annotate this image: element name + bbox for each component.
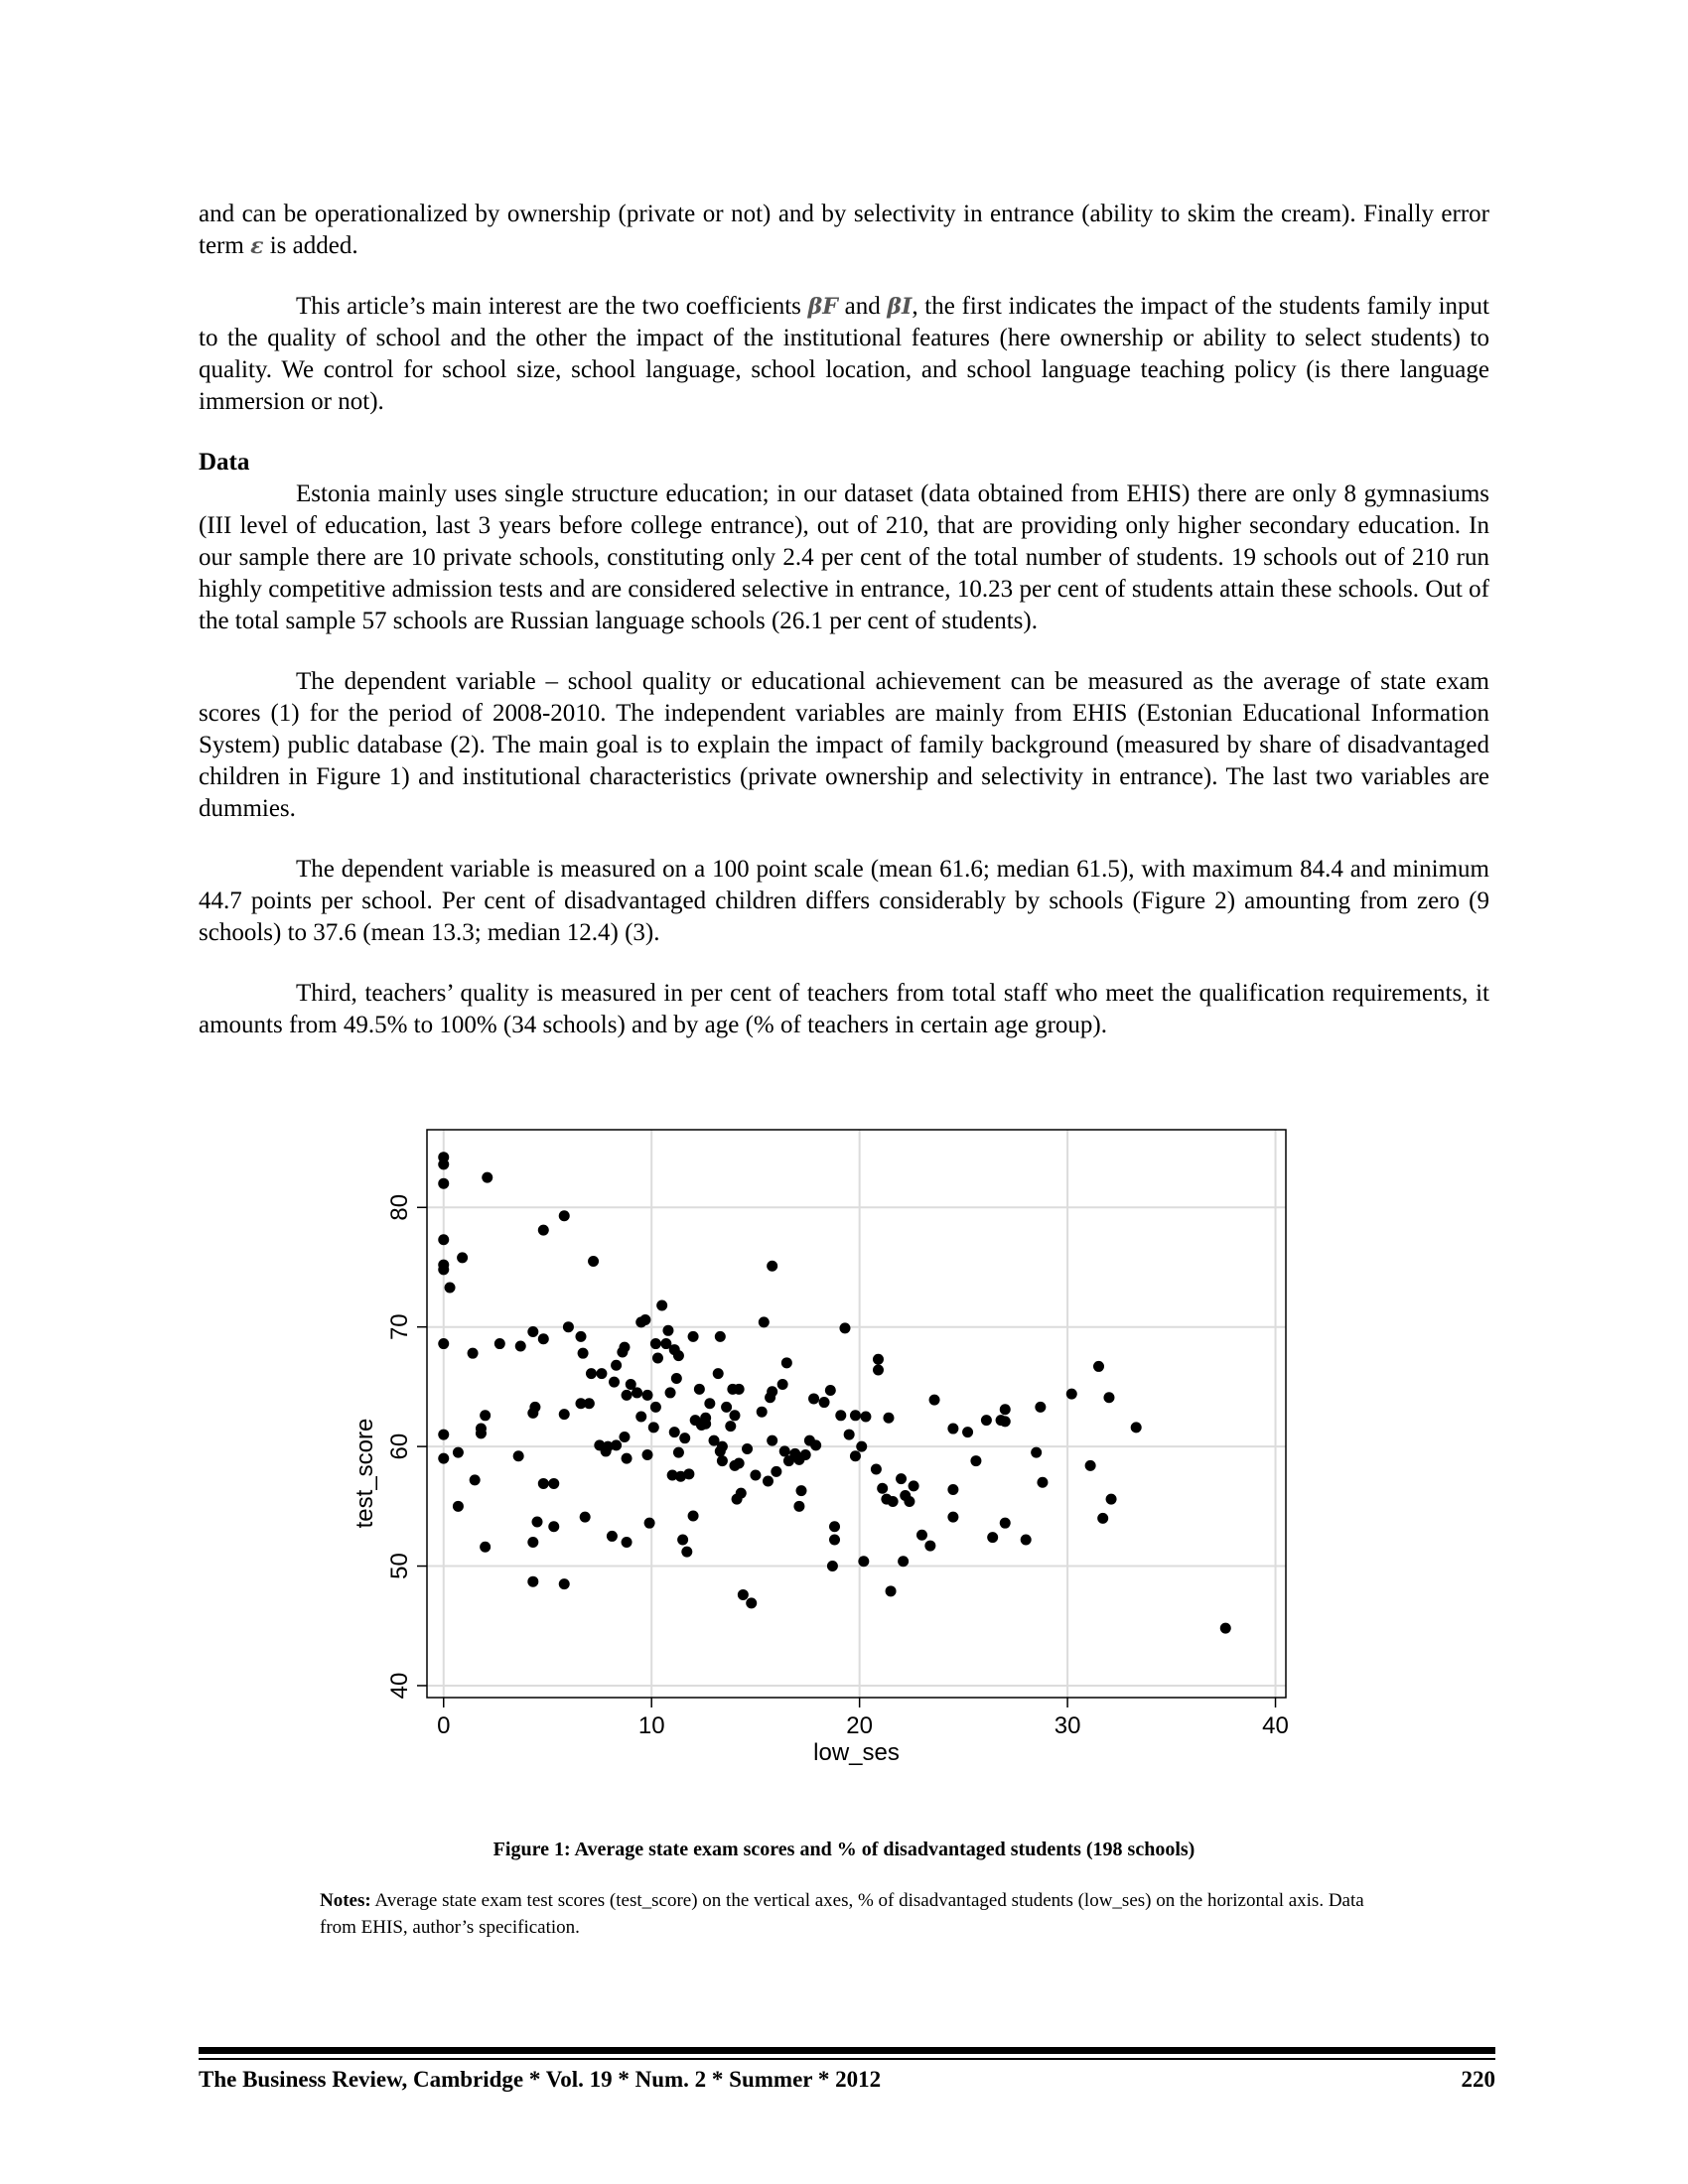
- data-point-35: [559, 1578, 570, 1589]
- data-point-20: [494, 1338, 505, 1349]
- data-point-129: [800, 1449, 811, 1460]
- data-point-60: [632, 1387, 642, 1398]
- data-point-23: [515, 1340, 526, 1351]
- notes-label: Notes:: [320, 1890, 371, 1911]
- journal-citation: The Business Review, Cambridge * Vol. 19 * Num. 2 * Summer * 2012: [199, 2067, 882, 2092]
- data-point-95: [713, 1368, 724, 1379]
- data-point-17: [470, 1474, 481, 1485]
- data-point-103: [729, 1410, 740, 1421]
- epsilon-symbol: ε: [250, 233, 264, 259]
- data-point-36: [559, 1409, 570, 1420]
- y-axis-label: test_score: [352, 1418, 378, 1529]
- data-point-99: [715, 1445, 726, 1456]
- y-tick-label-4: 80: [386, 1193, 413, 1221]
- data-point-148: [873, 1365, 884, 1376]
- data-point-163: [947, 1484, 958, 1495]
- data-point-54: [619, 1342, 630, 1353]
- data-point-112: [750, 1470, 761, 1481]
- y-tick-label-0: 40: [386, 1672, 413, 1700]
- data-point-49: [609, 1377, 620, 1388]
- data-point-132: [810, 1439, 821, 1450]
- footer-rule-thin: [199, 2058, 1495, 2060]
- data-point-135: [829, 1521, 840, 1532]
- data-point-136: [829, 1535, 840, 1546]
- data-point-55: [622, 1390, 633, 1401]
- data-point-93: [700, 1419, 711, 1430]
- data-point-50: [611, 1360, 622, 1371]
- data-point-85: [683, 1468, 694, 1479]
- data-point-21: [527, 1326, 538, 1337]
- data-point-77: [671, 1373, 682, 1384]
- data-point-28: [527, 1537, 538, 1548]
- data-point-161: [929, 1395, 940, 1406]
- data-point-140: [844, 1430, 855, 1440]
- data-point-119: [767, 1261, 777, 1272]
- data-point-39: [584, 1398, 595, 1409]
- data-point-172: [1000, 1518, 1011, 1529]
- data-point-44: [575, 1331, 586, 1342]
- data-point-157: [904, 1496, 914, 1507]
- data-point-180: [1097, 1513, 1108, 1524]
- data-point-40: [586, 1368, 597, 1379]
- data-point-34: [548, 1521, 559, 1532]
- data-point-57: [622, 1453, 633, 1464]
- paragraph-teachers: Third, teachers’ quality is measured in per cent of teachers from total staff who meet the qualification requirements, it amounts from 49.5% to 100% (34 schools) and by age (% of teachers in certain age group).: [199, 980, 1489, 1038]
- data-point-111: [746, 1597, 757, 1608]
- data-point-10: [482, 1172, 492, 1183]
- data-point-174: [1031, 1447, 1042, 1458]
- data-point-131: [808, 1393, 819, 1404]
- data-point-33: [548, 1478, 559, 1489]
- x-tick-label-2: 20: [846, 1712, 873, 1739]
- paragraph-coefficients: [199, 291, 1489, 418]
- y-tick-label-1: 50: [386, 1553, 413, 1579]
- data-point-120: [771, 1466, 781, 1477]
- data-point-58: [622, 1537, 633, 1548]
- data-point-67: [650, 1338, 661, 1349]
- data-point-168: [987, 1532, 998, 1543]
- data-point-159: [916, 1530, 927, 1541]
- data-point-29: [532, 1516, 543, 1527]
- data-point-84: [679, 1433, 690, 1443]
- data-point-177: [1066, 1389, 1077, 1400]
- data-point-96: [715, 1331, 726, 1342]
- data-point-117: [767, 1386, 777, 1397]
- paragraph-dependent-variable: The dependent variable – school quality or educational achievement can be measured as the average of state exam scores (1) for the period of 2008-2010. The independent variables are mainly from EHIS (Estonian Educational Information System) public database (2). The main goal is to explain the impact of family background (measured by share of disadvantaged children in Figure 1) and institutional characteristics (private ownership and selectivity in entrance). The last two variables are dummies.: [199, 668, 1489, 822]
- scatter-chart: [348, 1097, 1340, 1812]
- data-point-69: [650, 1402, 661, 1413]
- data-point-8: [438, 1430, 449, 1440]
- data-point-115: [763, 1476, 774, 1487]
- data-point-25: [527, 1408, 538, 1419]
- data-point-14: [480, 1410, 491, 1421]
- data-point-26: [513, 1450, 524, 1461]
- coefficients-text-end: , the first indicates the impact of the students family input to the quality of school and the other the impact of the institutional features (here ownership or ability to select students) to quality. We control for school size, school language, school location, and school language teaching policy (is there language immersion or not).: [199, 293, 1490, 415]
- data-point-109: [738, 1589, 749, 1600]
- data-point-181: [1103, 1392, 1114, 1403]
- data-point-41: [580, 1512, 591, 1523]
- data-point-97: [717, 1455, 728, 1466]
- data-point-83: [681, 1547, 692, 1558]
- data-point-121: [777, 1379, 788, 1390]
- data-point-71: [656, 1300, 667, 1311]
- data-point-106: [734, 1384, 745, 1395]
- data-point-138: [835, 1410, 846, 1421]
- data-point-167: [981, 1415, 992, 1426]
- data-point-81: [667, 1470, 678, 1481]
- x-tick-label-4: 40: [1262, 1712, 1289, 1739]
- data-point-122: [779, 1445, 790, 1456]
- y-tick-label-2: 60: [386, 1433, 413, 1460]
- data-point-123: [781, 1357, 792, 1368]
- data-point-27: [538, 1478, 549, 1489]
- data-point-178: [1085, 1460, 1096, 1471]
- coefficients-text-start: This article’s main interest are the two coefficients: [296, 293, 808, 320]
- data-point-9: [438, 1453, 449, 1464]
- data-point-164: [947, 1512, 958, 1523]
- data-point-16: [453, 1447, 464, 1458]
- data-point-179: [1093, 1361, 1104, 1372]
- data-point-162: [947, 1424, 958, 1434]
- data-point-88: [688, 1510, 699, 1521]
- data-point-66: [644, 1518, 655, 1529]
- data-point-144: [860, 1412, 871, 1423]
- data-point-37: [563, 1321, 574, 1332]
- data-point-18: [453, 1501, 464, 1512]
- data-point-165: [962, 1427, 973, 1437]
- x-tick-label-1: 10: [637, 1712, 665, 1739]
- data-point-11: [457, 1252, 468, 1263]
- page-footer: [199, 2067, 1495, 2093]
- data-point-3: [438, 1234, 449, 1245]
- figure-notes: [320, 1887, 1402, 1941]
- data-point-151: [883, 1413, 894, 1424]
- data-point-171: [1000, 1416, 1011, 1427]
- figure-1: [348, 1097, 1340, 1812]
- data-point-62: [639, 1314, 650, 1325]
- data-point-152: [888, 1496, 899, 1507]
- data-point-79: [673, 1447, 684, 1458]
- data-point-74: [665, 1387, 676, 1398]
- data-point-133: [819, 1397, 830, 1408]
- data-point-183: [1131, 1422, 1142, 1433]
- data-point-143: [856, 1441, 867, 1452]
- intro-line-2-start: Finally error term: [199, 201, 1490, 259]
- beta-i-symbol: βI: [887, 294, 913, 320]
- data-point-92: [704, 1398, 715, 1409]
- data-point-5: [438, 1264, 449, 1275]
- data-point-184: [1220, 1623, 1231, 1634]
- data-point-32: [559, 1210, 570, 1221]
- data-point-64: [635, 1412, 646, 1423]
- data-point-173: [1021, 1535, 1032, 1546]
- data-point-68: [652, 1353, 663, 1364]
- data-point-113: [757, 1407, 768, 1418]
- data-point-76: [673, 1350, 684, 1361]
- data-point-170: [1000, 1404, 1011, 1415]
- data-point-142: [850, 1450, 861, 1461]
- data-point-175: [1035, 1402, 1046, 1413]
- data-point-141: [850, 1410, 861, 1421]
- x-axis-label: low_ses: [813, 1739, 900, 1766]
- data-point-30: [527, 1576, 538, 1587]
- footer-rule-thick: [199, 2047, 1495, 2054]
- x-tick-label-0: 0: [437, 1712, 451, 1739]
- data-point-7: [438, 1338, 449, 1349]
- data-point-6: [445, 1282, 456, 1293]
- data-point-22: [538, 1333, 549, 1344]
- data-point-146: [871, 1463, 882, 1474]
- data-point-56: [619, 1432, 630, 1442]
- beta-f-symbol: βF: [807, 294, 838, 320]
- data-point-1: [438, 1159, 449, 1169]
- data-point-82: [677, 1535, 688, 1546]
- data-point-158: [909, 1480, 919, 1491]
- data-point-110: [742, 1443, 753, 1454]
- data-point-31: [538, 1225, 549, 1236]
- page-number: 220: [1461, 2067, 1495, 2092]
- data-point-139: [839, 1322, 850, 1333]
- coefficients-text-mid: and: [837, 293, 888, 320]
- data-point-78: [669, 1427, 680, 1437]
- data-point-42: [588, 1256, 599, 1267]
- data-point-2: [438, 1178, 449, 1189]
- intro-line-2-end: is added.: [263, 232, 358, 259]
- data-point-114: [759, 1316, 770, 1327]
- notes-text: Average state exam test scores (test_score) on the vertical axes, % of disadvantaged students (low_ses) on the horizontal axis. Data from EHIS, author’s specification.: [320, 1890, 1364, 1938]
- data-point-128: [795, 1485, 806, 1496]
- data-point-134: [825, 1385, 836, 1396]
- data-point-52: [611, 1439, 622, 1450]
- data-point-51: [607, 1531, 618, 1542]
- data-point-70: [648, 1422, 659, 1433]
- body-text: [199, 199, 1489, 1070]
- data-point-45: [578, 1348, 589, 1359]
- data-point-166: [970, 1455, 981, 1466]
- figure-caption: Figure 1: Average state exam scores and % of disadvantaged students (198 schools): [492, 1839, 1196, 1860]
- data-point-145: [858, 1556, 869, 1567]
- data-point-107: [734, 1457, 745, 1468]
- data-point-100: [721, 1402, 732, 1413]
- data-point-149: [877, 1483, 888, 1494]
- data-point-154: [896, 1473, 907, 1484]
- paragraph-scale: The dependent variable is measured on a 100 point scale (mean 61.6; median 61.5), with maximum 84.4 and minimum 44.7 points per school. Per cent of disadvantaged children differs considerably by schools (Figure 2) amounting from zero (9 schools) to 37.6 (mean 13.3; median 12.4) (3).: [199, 856, 1489, 946]
- data-point-15: [476, 1428, 487, 1438]
- data-point-118: [767, 1435, 777, 1446]
- data-point-156: [898, 1556, 909, 1567]
- data-point-176: [1037, 1477, 1048, 1488]
- section-heading-data: Data: [199, 449, 250, 476]
- data-point-101: [725, 1421, 736, 1432]
- data-point-126: [793, 1501, 804, 1512]
- paragraph-dataset: Estonia mainly uses single structure education; in our dataset (data obtained from EHIS) there are only 8 gymnasiums (III level of education, last 3 years before college entrance), out of 210, that are providing only higher secondary education. In our sample there are 10 private schools, constituting only 2.4 per cent of the total number of students. 19 schools out of 210 run highly competitive admission tests and are considered selective in entrance, 10.23 per cent of students attain these schools. Out of the total sample 57 schools are Russian language schools (26.1 per cent of students).: [199, 480, 1489, 634]
- data-point-19: [480, 1542, 491, 1553]
- data-point-160: [924, 1541, 935, 1552]
- data-point-147: [873, 1354, 884, 1365]
- data-point-65: [642, 1449, 653, 1460]
- paragraph-intro: [199, 199, 1489, 262]
- data-point-63: [642, 1390, 653, 1401]
- data-point-182: [1106, 1494, 1117, 1505]
- data-point-73: [662, 1325, 673, 1336]
- data-point-153: [886, 1585, 897, 1596]
- data-point-90: [694, 1384, 705, 1395]
- y-tick-label-3: 70: [386, 1313, 413, 1341]
- data-point-46: [596, 1368, 607, 1379]
- data-point-137: [827, 1561, 838, 1571]
- data-point-12: [468, 1348, 479, 1359]
- data-point-86: [688, 1331, 699, 1342]
- intro-line-1: and can be operationalized by ownership (private or not) and by selectivity in entrance (ability to skim the cream).: [199, 201, 1356, 227]
- x-tick-label-3: 30: [1054, 1712, 1081, 1739]
- data-point-108: [736, 1488, 747, 1499]
